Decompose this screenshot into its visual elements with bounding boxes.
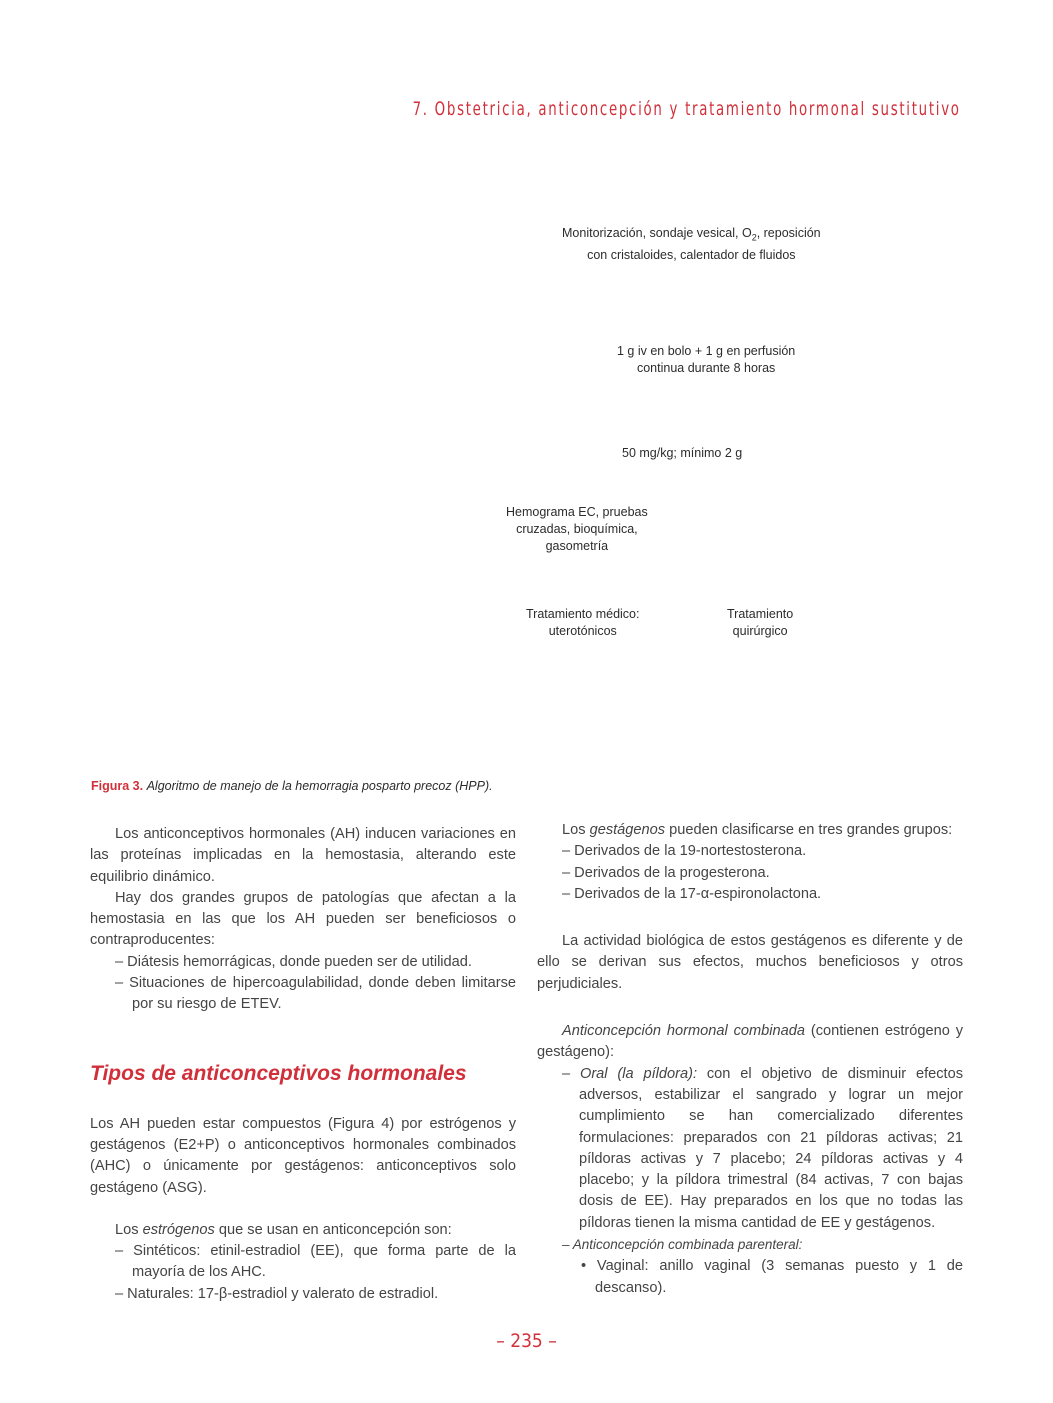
right-p1-post: pueden clasificarse en tres grandes grupos: xyxy=(665,822,953,838)
figure-box-labs-l2: cruzadas, bioquímica, xyxy=(516,522,638,536)
right-dash-item-5 xyxy=(537,1234,963,1256)
figure-box-medical xyxy=(526,606,639,640)
right-dash-item-3: – Derivados de la 17-α-espironolactona. xyxy=(562,885,822,902)
figure-box-tranexamic-l1: 1 g iv en bolo + 1 g en perfusión xyxy=(617,344,796,358)
chapter-header: 7. Obstetricia, anticoncepción y tratamiento hormonal sustitutivo xyxy=(412,98,961,120)
left-dash-item-2: – Situaciones de hipercoagulabilidad, donde deben limitarse por su riesgo de ETEV. xyxy=(115,975,516,1013)
figure-box-labs-l1: Hemograma EC, pruebas xyxy=(506,505,648,519)
left-paragraph-2: Hay dos grandes grupos de patologías que afectan a la hemostasia en las que los AH pueden ser beneficiosos o contraproducentes: xyxy=(90,889,516,949)
figure-box-medical-l1: Tratamiento médico: xyxy=(526,607,640,621)
right-column xyxy=(537,820,963,1299)
figure-box-tranexamic-l2: continua durante 8 horas xyxy=(636,361,776,375)
figure-caption-text: Algoritmo de manejo de la hemorragia posparto precoz (HPP). xyxy=(146,779,493,793)
right-p3-em: Anticoncepción hormonal combinada xyxy=(562,1023,805,1040)
figure-box-surgical-l2: quirúrgico xyxy=(732,624,788,638)
figure-box-tranexamic xyxy=(617,343,795,377)
left-dash-item-1: – Diátesis hemorrágicas, donde pueden ser de utilidad. xyxy=(115,953,472,970)
figure-caption xyxy=(91,779,493,793)
figure-box-monitoring-l1: Monitorización, sondaje vesical, O xyxy=(562,226,752,240)
right-d4-post: con el objetivo de disminuir efectos adversos, estabilizar el sangrado y lograr un mejor cumplimiento se han comercializado diferentes formulaciones: preparados con 21 píldoras activas; 21 píldoras activas y 7 placebo; 24 píldoras activas y 4 placebo; y la píldora trimestral (84 activas, 7 con bajas dosis de EE). Hay preparados en los que no todas las píldoras tienen la misma cantidad de EE y gestágenos. xyxy=(579,1065,963,1231)
figure-caption-number: Figura 3. xyxy=(91,779,144,793)
figure-box-monitoring-l2: con cristaloides, calentador de fluidos xyxy=(587,247,796,262)
left-dash-item-3: – Sintéticos: etinil-estradiol (EE), que forma parte de la mayoría de los AHC. xyxy=(115,1243,516,1281)
left-p4-post: que se usan en anticoncepción son: xyxy=(214,1221,452,1238)
right-p1-pre: Los xyxy=(562,822,590,838)
right-p3-post: (contienen estrógeno y gestágeno): xyxy=(537,1023,963,1061)
right-d4-em: – Oral (la píldora): xyxy=(562,1065,698,1082)
figure-box-surgical-l1: Tratamiento xyxy=(727,607,794,621)
figure-box-fibrinogen-text: 50 mg/kg; mínimo 2 g xyxy=(622,446,743,460)
left-paragraph-3: Los AH pueden estar compuestos (Figura 4) por estrógenos y gestágenos (E2+P) o anticonceptivos hormonales combinados (AHC) o únicamente por gestágenos: anticonceptivos solo gestágeno (ASG). xyxy=(90,1115,516,1196)
right-p1-em: gestágenos xyxy=(589,822,666,838)
left-dash-item-4: – Naturales: 17-β-estradiol y valerato de estradiol. xyxy=(115,1285,439,1302)
right-bullet-item-1: • Vaginal: anillo vaginal (3 semanas puesto y 1 de descanso). xyxy=(581,1258,963,1296)
figure-box-monitoring-sub: 2 xyxy=(751,232,757,243)
left-column xyxy=(90,824,516,1305)
left-paragraph-1: Los anticonceptivos hormonales (AH) inducen variaciones en las proteínas implicadas en la hemostasia, alterando este equilibrio dinámico. xyxy=(90,826,516,885)
right-paragraph-2: La actividad biológica de estos gestágenos es diferente y de ello se derivan sus efectos, muchos beneficiosos y otros perjudiciales. xyxy=(537,933,963,992)
left-p4-pre: Los xyxy=(115,1221,143,1238)
left-p4-em: estrógenos xyxy=(142,1221,215,1238)
right-dash-item-1: – Derivados de la 19-nortestosterona. xyxy=(562,843,807,860)
figure-box-fibrinogen xyxy=(622,445,742,462)
figure-box-medical-l2: uterotónicos xyxy=(548,624,617,638)
figure-box-labs-l3: gasometría xyxy=(545,539,609,553)
figure-box-monitoring-l1-tail: , reposición xyxy=(756,226,821,240)
figure-box-surgical xyxy=(727,606,793,640)
figure-box-monitoring xyxy=(562,225,821,264)
right-dash-item-2: – Derivados de la progesterona. xyxy=(562,864,770,881)
right-dash-item-4 xyxy=(537,1064,963,1234)
right-paragraph-1 xyxy=(537,820,963,841)
page-number: – 235 – xyxy=(496,1330,557,1352)
figure-box-labs xyxy=(506,504,648,555)
right-paragraph-3 xyxy=(537,1021,963,1064)
right-d5-em: – Anticoncepción combinada parenteral: xyxy=(562,1237,803,1253)
left-paragraph-4 xyxy=(90,1220,516,1241)
section-heading: Tipos de anticonceptivos hormonales xyxy=(90,1061,467,1085)
